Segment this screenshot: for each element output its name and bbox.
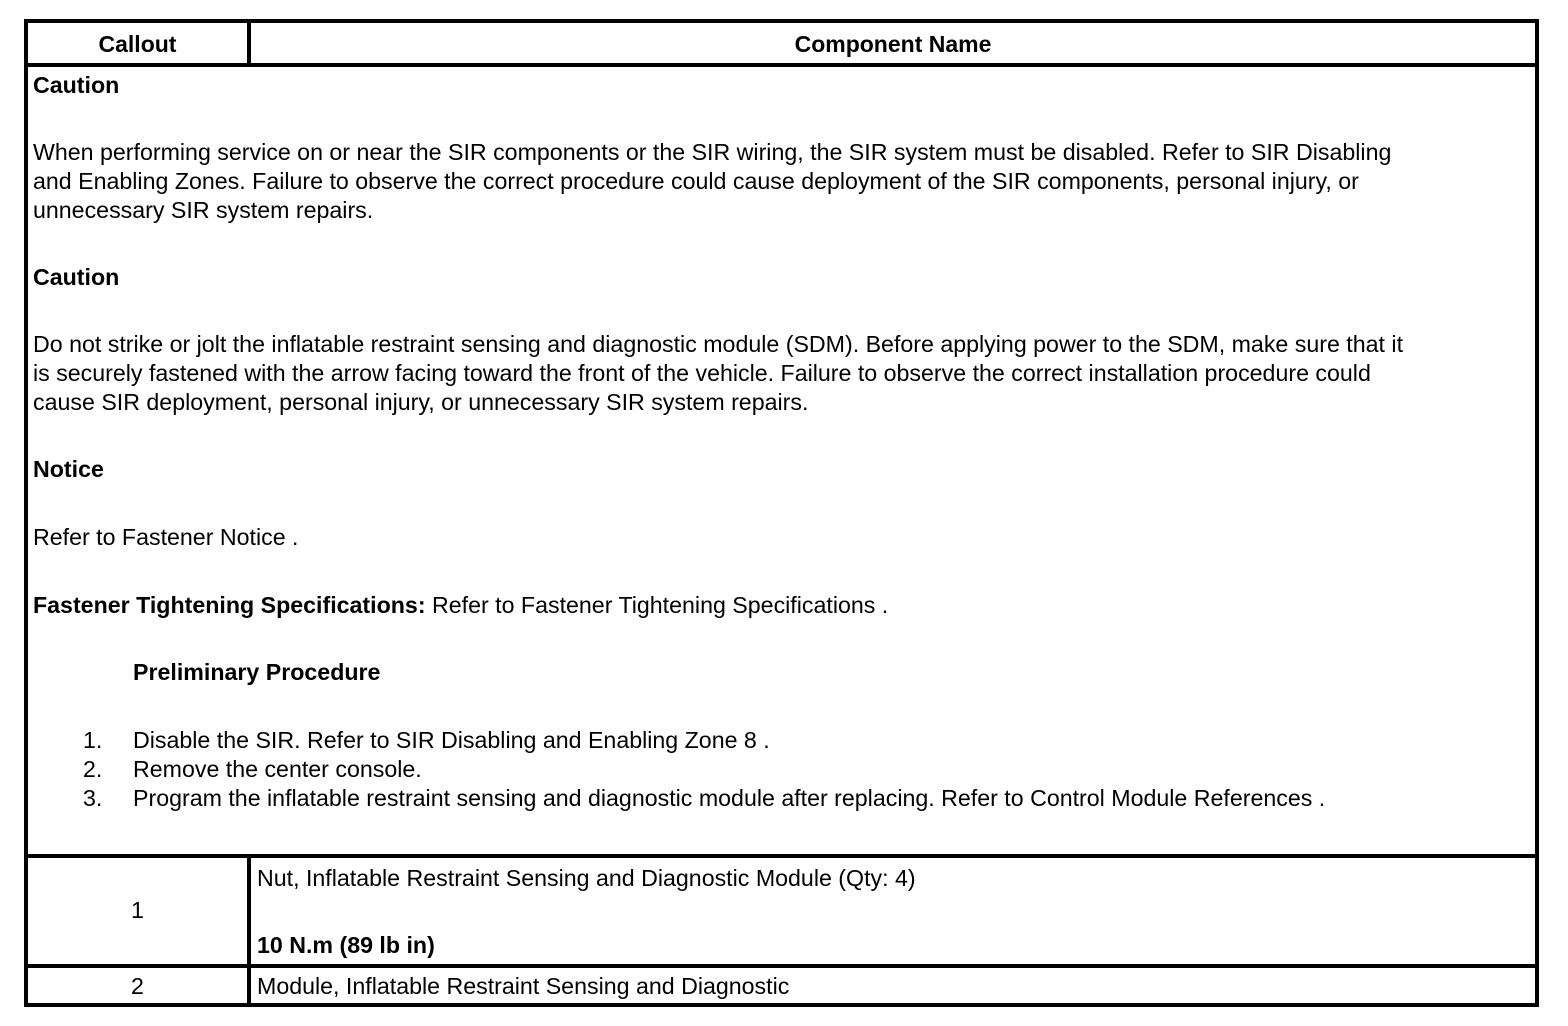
step-text: Disable the SIR. Refer to SIR Disabling and Enabling Zone 8 .	[133, 727, 770, 753]
step-text: Program the inflatable restraint sensing and diagnostic module after replacing. Refer to Control Module References .	[133, 785, 1326, 811]
notice-title: Notice	[33, 456, 104, 482]
caution-2-line-3: cause SIR deployment, personal injury, or unnecessary SIR system repairs.	[33, 389, 809, 415]
header-component-name: Component Name	[794, 31, 992, 57]
caution-2-line-2: is securely fastened with the arrow facing toward the front of the vehicle. Failure to observe the correct installation procedure could	[33, 360, 1371, 386]
row-divider	[247, 968, 251, 1003]
header-divider	[247, 23, 251, 63]
row-1-name: Nut, Inflatable Restraint Sensing and Diagnostic Module (Qty: 4)	[257, 865, 916, 891]
caution-1-line-1: When performing service on or near the SIR components or the SIR wiring, the SIR system must be disabled. Refer to SIR Disabling	[33, 139, 1392, 165]
row-rule	[28, 964, 1535, 968]
row-1-torque: 10 N.m (89 lb in)	[257, 932, 435, 958]
caution-1-line-3: unnecessary SIR system repairs.	[33, 197, 374, 223]
preliminary-title: Preliminary Procedure	[133, 659, 381, 685]
row-2-callout: 2	[131, 973, 144, 999]
caution-2-title: Caution	[33, 264, 120, 290]
notice-text: Refer to Fastener Notice .	[33, 524, 299, 550]
header-callout: Callout	[98, 31, 177, 57]
component-table	[24, 19, 1539, 1007]
step-text: Remove the center console.	[133, 756, 422, 782]
step-number: 2.	[83, 756, 103, 782]
row-1-callout: 1	[131, 897, 144, 923]
caution-1-line-2: and Enabling Zones. Failure to observe the correct procedure could cause deployment of the SIR components, personal injury, or	[33, 168, 1359, 194]
caution-2-line-1: Do not strike or jolt the inflatable restraint sensing and diagnostic module (SDM). Before applying power to the SDM, make sure that it	[33, 331, 1404, 357]
caution-1-title: Caution	[33, 72, 120, 98]
step-number: 1.	[83, 727, 103, 753]
row-2-name: Module, Inflatable Restraint Sensing and Diagnostic	[257, 973, 790, 999]
row-rule	[28, 854, 1535, 858]
fastener-spec	[33, 591, 1515, 620]
fastener-spec-label: Fastener Tightening Specifications:	[33, 592, 426, 618]
table-header	[28, 23, 1535, 63]
fastener-spec-text: Refer to Fastener Tightening Specifications .	[425, 592, 889, 618]
header-rule	[28, 63, 1535, 67]
step-number: 3.	[83, 785, 103, 811]
row-divider	[247, 858, 251, 964]
